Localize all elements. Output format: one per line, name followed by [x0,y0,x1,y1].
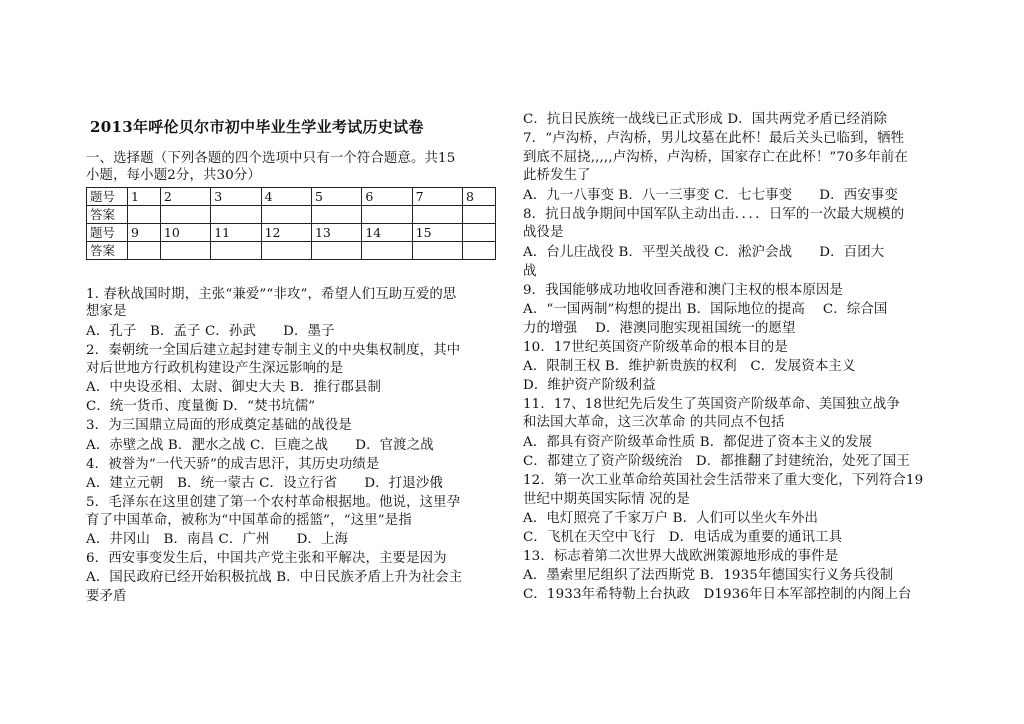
table-cell: 3 [211,188,261,206]
answer-table [86,187,496,260]
question-line: C．抗日民族统一战线已正式形成 D．国共两党矛盾已经消除 [523,112,888,127]
question-line: C．飞机在天空中飞行 D．电话成为重要的通讯工具 [523,530,843,545]
answer-cell[interactable] [362,242,412,260]
table-row [87,224,496,242]
table-cell: 6 [362,188,412,206]
answer-cell[interactable] [311,242,361,260]
question-line: A．墨索里尼组织了法西斯党 B．1935年德国实行义务兵役制 [523,568,894,583]
answer-cell[interactable] [463,206,496,224]
table-cell: 7 [412,188,462,206]
answer-cell[interactable] [128,242,161,260]
question-line: 13．标志着第二次世界大战欧洲策源地形成的事件是 [523,549,839,564]
answer-cell[interactable] [160,242,210,260]
question-line: 战 [523,264,537,279]
question-line: A．台儿庄战役 B．平型关战役 C．淞沪会战 D．百团大 [523,245,885,260]
answer-cell[interactable] [362,206,412,224]
question-line: C．统一货币、度量衡 D．“焚书坑儒” [86,399,316,414]
answer-cell[interactable] [261,242,311,260]
answer-cell[interactable] [261,206,311,224]
answer-cell[interactable] [311,206,361,224]
table-cell: 题号 [87,188,128,206]
question-line: A．井冈山 B．南昌 C．广州 D．上海 [86,532,349,547]
question-line: 3．为三国鼎立局面的形成奠定基础的战役是 [86,418,352,433]
table-cell: 14 [362,224,412,242]
question-line: 战役是 [523,225,564,240]
table-cell: 题号 [87,224,128,242]
table-cell: 11 [211,224,261,242]
exam-title: 2013年呼伦贝尔市初中毕业生学业考试历史试卷 [90,118,424,136]
table-cell: 10 [160,224,210,242]
question-line: A．建立元朝 B．统一蒙古 C．设立行省 D．打退沙俄 [86,476,443,491]
question-line: A．九一八事变 B．八一三事变 C．七七事变 D．西安事变 [523,188,898,203]
table-cell: 8 [463,188,496,206]
table-row [87,188,496,206]
question-line: A．电灯照亮了千家万户 B．人们可以坐火车外出 [523,511,819,526]
table-cell: 5 [311,188,361,206]
table-row [87,206,496,224]
table-cell: 9 [128,224,161,242]
question-line: A．中央设丞相、太尉、御史大夫 B．推行郡县制 [86,380,382,395]
section-intro-line-2: 小题，每小题2分，共30分） [86,168,261,183]
question-line: A．都具有资产阶级革命性质 B．都促进了资本主义的发展 [523,435,873,450]
answer-cell[interactable] [412,242,462,260]
question-line: C．1933年希特勒上台执政 D1936年日本军部控制的内阁上台 [523,587,912,602]
table-cell: 4 [261,188,311,206]
table-cell [463,224,496,242]
question-line: 5．毛泽东在这里创建了第一个农村革命根据地。他说，这里孕 [86,495,461,510]
question-line: 10．17世纪英国资产阶级革命的根本目的是 [523,340,788,355]
question-line: A．“一国两制”构想的提出 B．国际地位的提高 C．综合国 [523,302,888,317]
question-line: 8．抗日战争期间中国军队主动出击．．．．日军的一次最大规模的 [523,207,905,222]
table-cell: 1 [128,188,161,206]
question-line: 9．我国能够成功地收回香港和澳门主权的根本原因是 [523,283,844,298]
answer-cell[interactable] [160,206,210,224]
question-line: 到底不屈挠,,,,,卢沟桥，卢沟桥，国家存亡在此杯！”70多年前在 [523,150,908,165]
question-line: 7．“卢沟桥，卢沟桥，男儿坟墓在此杯！最后关头已临到，牺牲 [523,131,905,146]
question-line: 6．西安事变发生后，中国共产党主张和平解决，主要是因为 [86,551,447,566]
question-line: C．都建立了资产阶级统治 D．都推翻了封建统治，处死了国王 [523,454,910,469]
table-cell: 15 [412,224,462,242]
question-line: 力的增强 D．港澳同胞实现祖国统一的愿望 [523,321,796,336]
table-cell: 12 [261,224,311,242]
question-line: 育了中国革命，被称为“中国革命的摇篮”，“这里”是指 [86,513,412,528]
question-line: 1. 春秋战国时期，主张“兼爱”“非攻”，希望人们互助互爱的思 [86,287,457,302]
table-cell: 2 [160,188,210,206]
answer-cell[interactable] [412,206,462,224]
question-line: 要矛盾 [86,589,127,604]
answer-cell[interactable] [128,206,161,224]
question-line: A．限制王权 B．维护新贵族的权利 C．发展资本主义 [523,359,856,374]
question-line: 世纪中期英国实际情 况的是 [523,492,690,507]
question-line: 11．17、18世纪先后发生了英国资产阶级革命、美国独立战争 [523,397,900,412]
table-row [87,242,496,260]
question-line: A．国民政府已经开始积极抗战 B．中日民族矛盾上升为社会主 [86,570,463,585]
section-intro-line-1: 一、选择题（下列各题的四个选项中只有一个符合题意。共15 [86,151,456,166]
question-line: 2．秦朝统一全国后建立起封建专制主义的中央集权制度，其中 [86,343,461,358]
answer-cell[interactable] [211,242,261,260]
question-line: 和法国大革命，这三次革命 的共同点不包括 [523,415,785,430]
question-line: 对后世地方行政机构建设产生深远影响的是 [86,361,344,376]
question-line: A．赤壁之战 B．淝水之战 C．巨鹿之战 D．官渡之战 [86,438,434,453]
answer-cell[interactable] [211,206,261,224]
question-line: 此桥发生了 [523,168,591,183]
question-line: D．维护资产阶级利益 [523,378,656,393]
table-cell: 答案 [87,242,128,260]
question-line: 4．被誉为“一代天骄”的成吉思汗，其历史功绩是 [86,457,380,472]
answer-cell[interactable] [463,242,496,260]
question-line: 12．第一次工业革命给英国社会生活带来了重大变化，下列符合19 [523,473,924,488]
table-cell: 答案 [87,206,128,224]
question-line: 想家是 [86,304,127,319]
question-line: A．孔子 B．孟子 C．孙武 D．墨子 [86,324,335,339]
table-cell: 13 [311,224,361,242]
